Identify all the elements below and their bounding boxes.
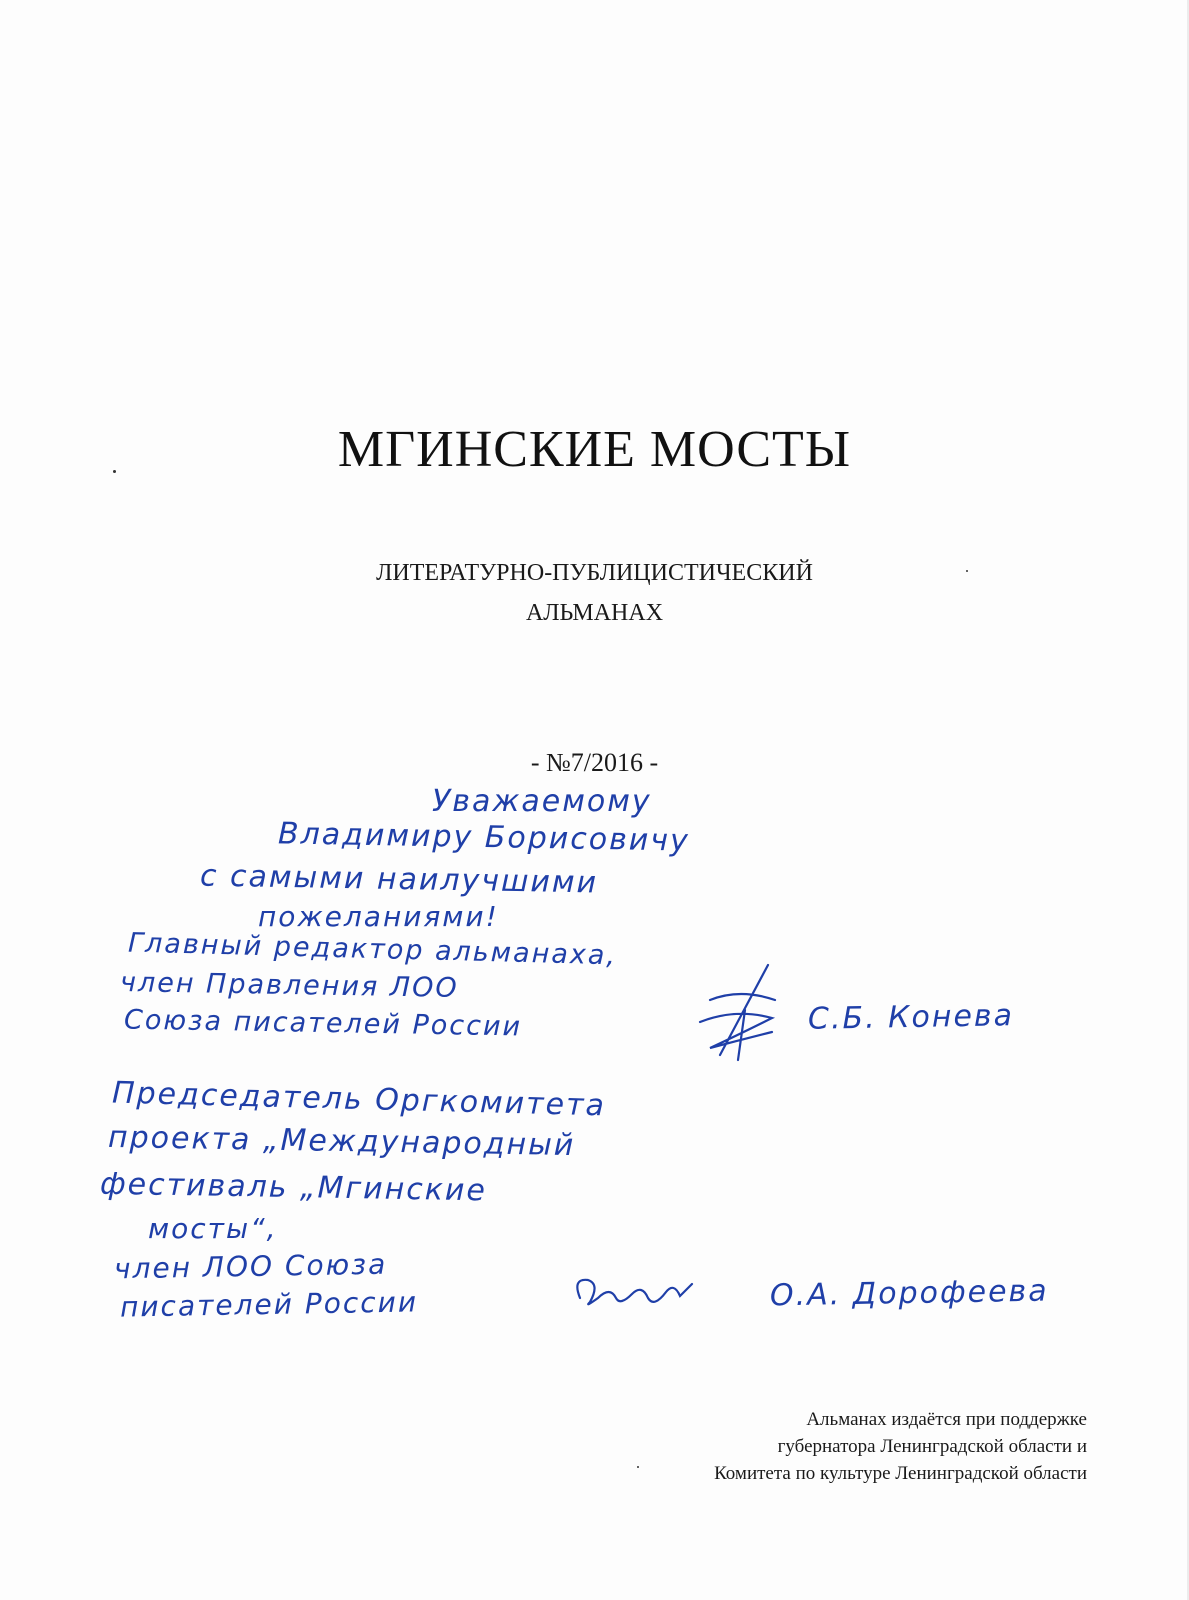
support-notice-line3: Комитета по культуре Ленинградской области: [714, 1463, 1087, 1484]
scan-speck: [113, 470, 116, 473]
scan-speck: [966, 570, 968, 572]
dedication-line4: пожеланиями!: [258, 900, 499, 933]
editor-name: С.Б. Конева: [807, 998, 1015, 1037]
dedication-line2: Владимиру Борисовичу: [277, 816, 691, 859]
almanac-subtitle-line1: ЛИТЕРАТУРНО-ПУБЛИЦИСТИЧЕСКИЙ: [376, 560, 813, 586]
editor-signature-graphic: [680, 960, 790, 1070]
editor-line3: Союза писателей России: [123, 1004, 523, 1043]
support-notice-line2: губернатора Ленинградской области и: [777, 1436, 1087, 1457]
almanac-subtitle-line2: АЛЬМАНАХ: [525, 600, 664, 626]
chair-line4: мосты“,: [148, 1212, 278, 1245]
scan-speck: [637, 1466, 639, 1468]
dedication-line3: с самыми наилучшими: [199, 858, 599, 901]
issue-number: - №7/2016 -: [530, 748, 659, 777]
support-notice: [714, 1406, 1087, 1487]
chair-line5: член ЛОО Союза: [113, 1247, 388, 1286]
editor-line1: Главный редактор альманаха,: [127, 927, 618, 972]
dedication-line1: Уважаемому: [432, 784, 652, 819]
chair-line2: проекта „Международный: [107, 1119, 576, 1164]
chair-line6: писателей России: [119, 1285, 419, 1324]
chair-name: О.А. Дорофеева: [769, 1273, 1049, 1314]
chair-signature-graphic: [570, 1268, 700, 1318]
almanac-title: МГИНСКИЕ МОСТЫ: [337, 421, 852, 478]
editor-line2: член Правления ЛОО: [119, 967, 459, 1004]
support-notice-line1: Альманах издаётся при поддержке: [806, 1409, 1087, 1430]
chair-line1: Председатель Оргкомитета: [111, 1075, 607, 1124]
chair-line3: фестиваль „Мгинские: [99, 1166, 488, 1209]
